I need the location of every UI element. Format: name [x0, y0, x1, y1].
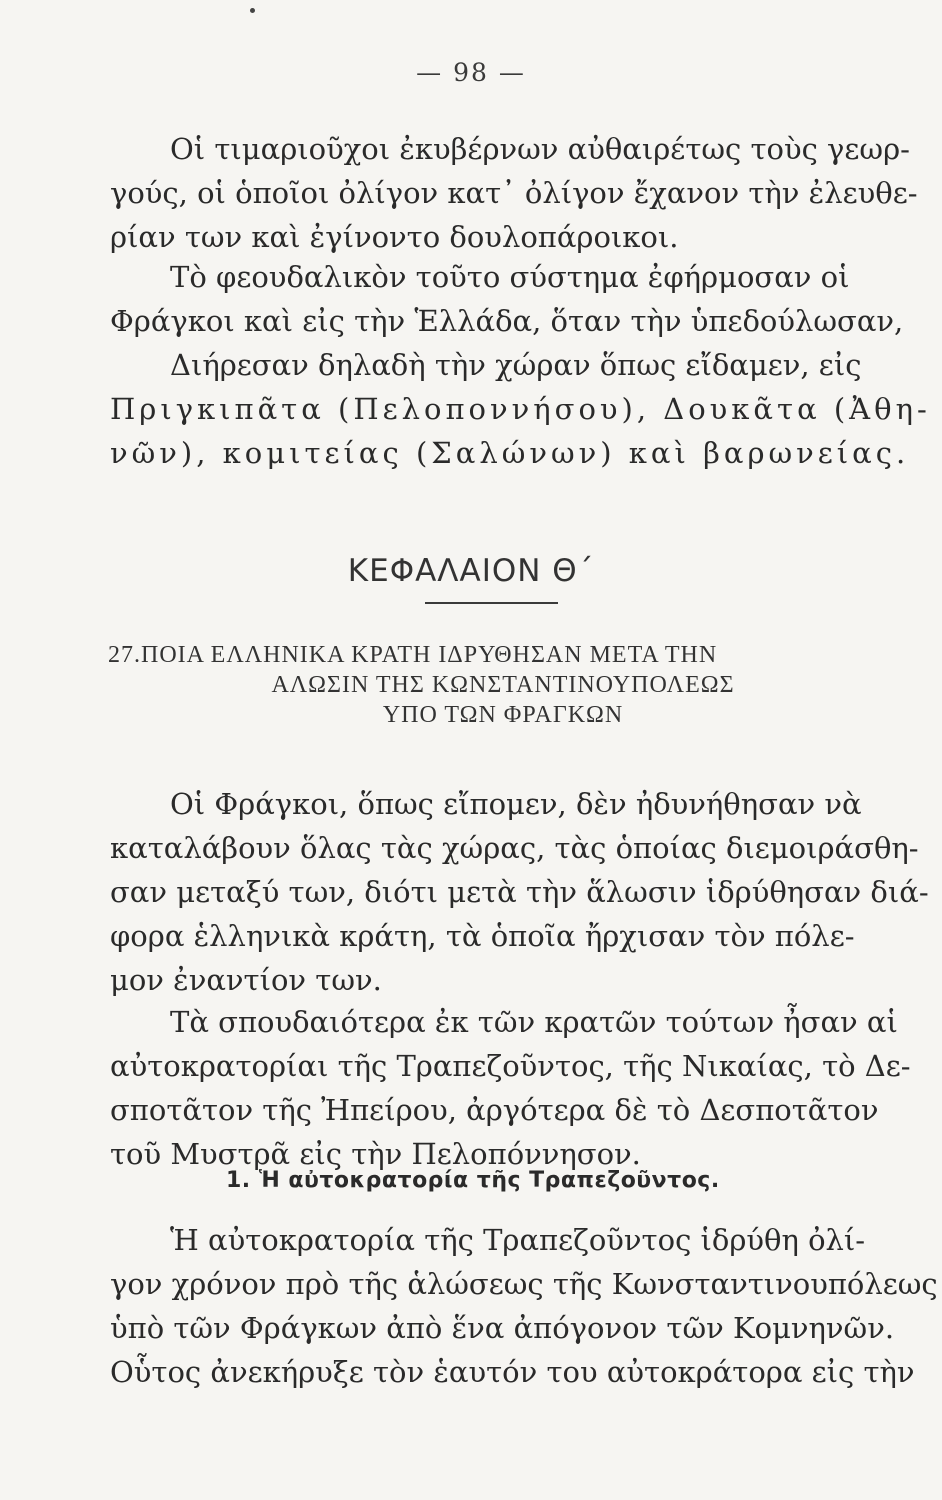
- text-line: Διήρεσαν δηλαδὴ τὴν χώραν ὅπως εἴδαμεν, εἰς: [170, 348, 862, 382]
- text-line: Πριγκιπᾶτα (Πελοποννήσου), Δουκᾶτα (Ἀθη-: [110, 392, 931, 426]
- paragraph-5: [110, 1218, 938, 1394]
- paragraph-3: [110, 782, 929, 1002]
- text-line: σαν μεταξύ των, διότι μετὰ τὴν ἅλωσιν ἱδρύθησαν διά-: [110, 875, 929, 909]
- text-line: Τὸ φεουδαλικὸν τοῦτο σύστημα ἐφήρμοσαν οἱ: [170, 260, 850, 294]
- text-line: τοῦ Μυστρᾶ εἰς τὴν Πελοπόννησον.: [110, 1137, 641, 1171]
- text-line: ρίαν των καὶ ἐγίνοντο δουλοπάροικοι.: [110, 220, 679, 254]
- text-line: Οἱ τιμαριοῦχοι ἐκυβέρνων αὐθαιρέτως τοὺς γεωρ-: [170, 132, 910, 166]
- text-line: σποτᾶτον τῆς Ἠπείρου, ἀργότερα δὲ τὸ Δεσποτᾶτον: [110, 1093, 879, 1127]
- subsection-heading: 1. Ἡ αὐτοκρατορία τῆς Τραπεζοῦντος.: [226, 1168, 720, 1193]
- text-line: Τὰ σπουδαιότερα ἐκ τῶν κρατῶν τούτων ἦσαν αἱ: [170, 1005, 898, 1039]
- question-title-line: 27.ΠΟΙΑ ΕΛΛΗΝΙΚΑ ΚΡΑΤΗ ΙΔΡΥΘΗΣΑΝ ΜΕΤΑ ΤΗΝ: [108, 642, 718, 668]
- chapter-heading: ΚΕΦΑΛΑΙΟΝ Θ΄: [347, 553, 595, 589]
- text-line: γούς, οἱ ὁποῖοι ὀλίγον κατ᾽ ὀλίγον ἔχανον τὴν ἐλευθε-: [110, 176, 918, 210]
- chapter-underline: [425, 602, 558, 604]
- text-line: γον χρόνον πρὸ τῆς ἁλώσεως τῆς Κωνσταντινουπόλεως: [110, 1267, 938, 1301]
- page-number: — 98 —: [416, 58, 526, 87]
- text-line: αὐτοκρατορίαι τῆς Τραπεζοῦντος, τῆς Νικαίας, τὸ Δε-: [110, 1049, 911, 1083]
- text-line: μον ἐναντίον των.: [110, 963, 382, 997]
- ink-speck: [250, 8, 255, 13]
- intro-paragraph-1: [110, 127, 918, 259]
- text-line: ὑπὸ τῶν Φράγκων ἀπὸ ἕνα ἀπόγονον τῶν Κομνηνῶν.: [110, 1311, 895, 1345]
- text-line: καταλάβουν ὅλας τὰς χώρας, τὰς ὁποίας διεμοιράσθη-: [110, 831, 919, 865]
- intro-paragraph-2: [110, 255, 931, 475]
- question-title-line: ΥΠΟ ΤΩΝ ΦΡΑΓΚΩΝ: [382, 702, 624, 728]
- text-line: Φράγκοι καὶ εἰς τὴν Ἑλλάδα, ὅταν τὴν ὑπεδούλωσαν,: [110, 304, 904, 338]
- text-line: Οὗτος ἀνεκήρυξε τὸν ἑαυτόν του αὐτοκράτορα εἰς τὴν: [110, 1355, 915, 1389]
- paragraph-4: [110, 1000, 911, 1176]
- question-title: [108, 640, 878, 730]
- text-line: νῶν), κομιτείας (Σαλώνων) καὶ βαρωνείας.: [110, 436, 910, 470]
- text-line: Οἱ Φράγκοι, ὅπως εἴπομεν, δὲν ἠδυνήθησαν νὰ: [170, 787, 862, 821]
- text-line: Ἡ αὐτοκρατορία τῆς Τραπεζοῦντος ἱδρύθη ὀλί-: [170, 1223, 866, 1257]
- question-title-line: ΑΛΩΣΙΝ ΤΗΣ ΚΩΝΣΤΑΝΤΙΝΟΥΠΟΛΕΩΣ: [271, 672, 735, 698]
- text-line: φορα ἑλληνικὰ κράτη, τὰ ὁποῖα ἤρχισαν τὸν πόλε-: [110, 919, 855, 953]
